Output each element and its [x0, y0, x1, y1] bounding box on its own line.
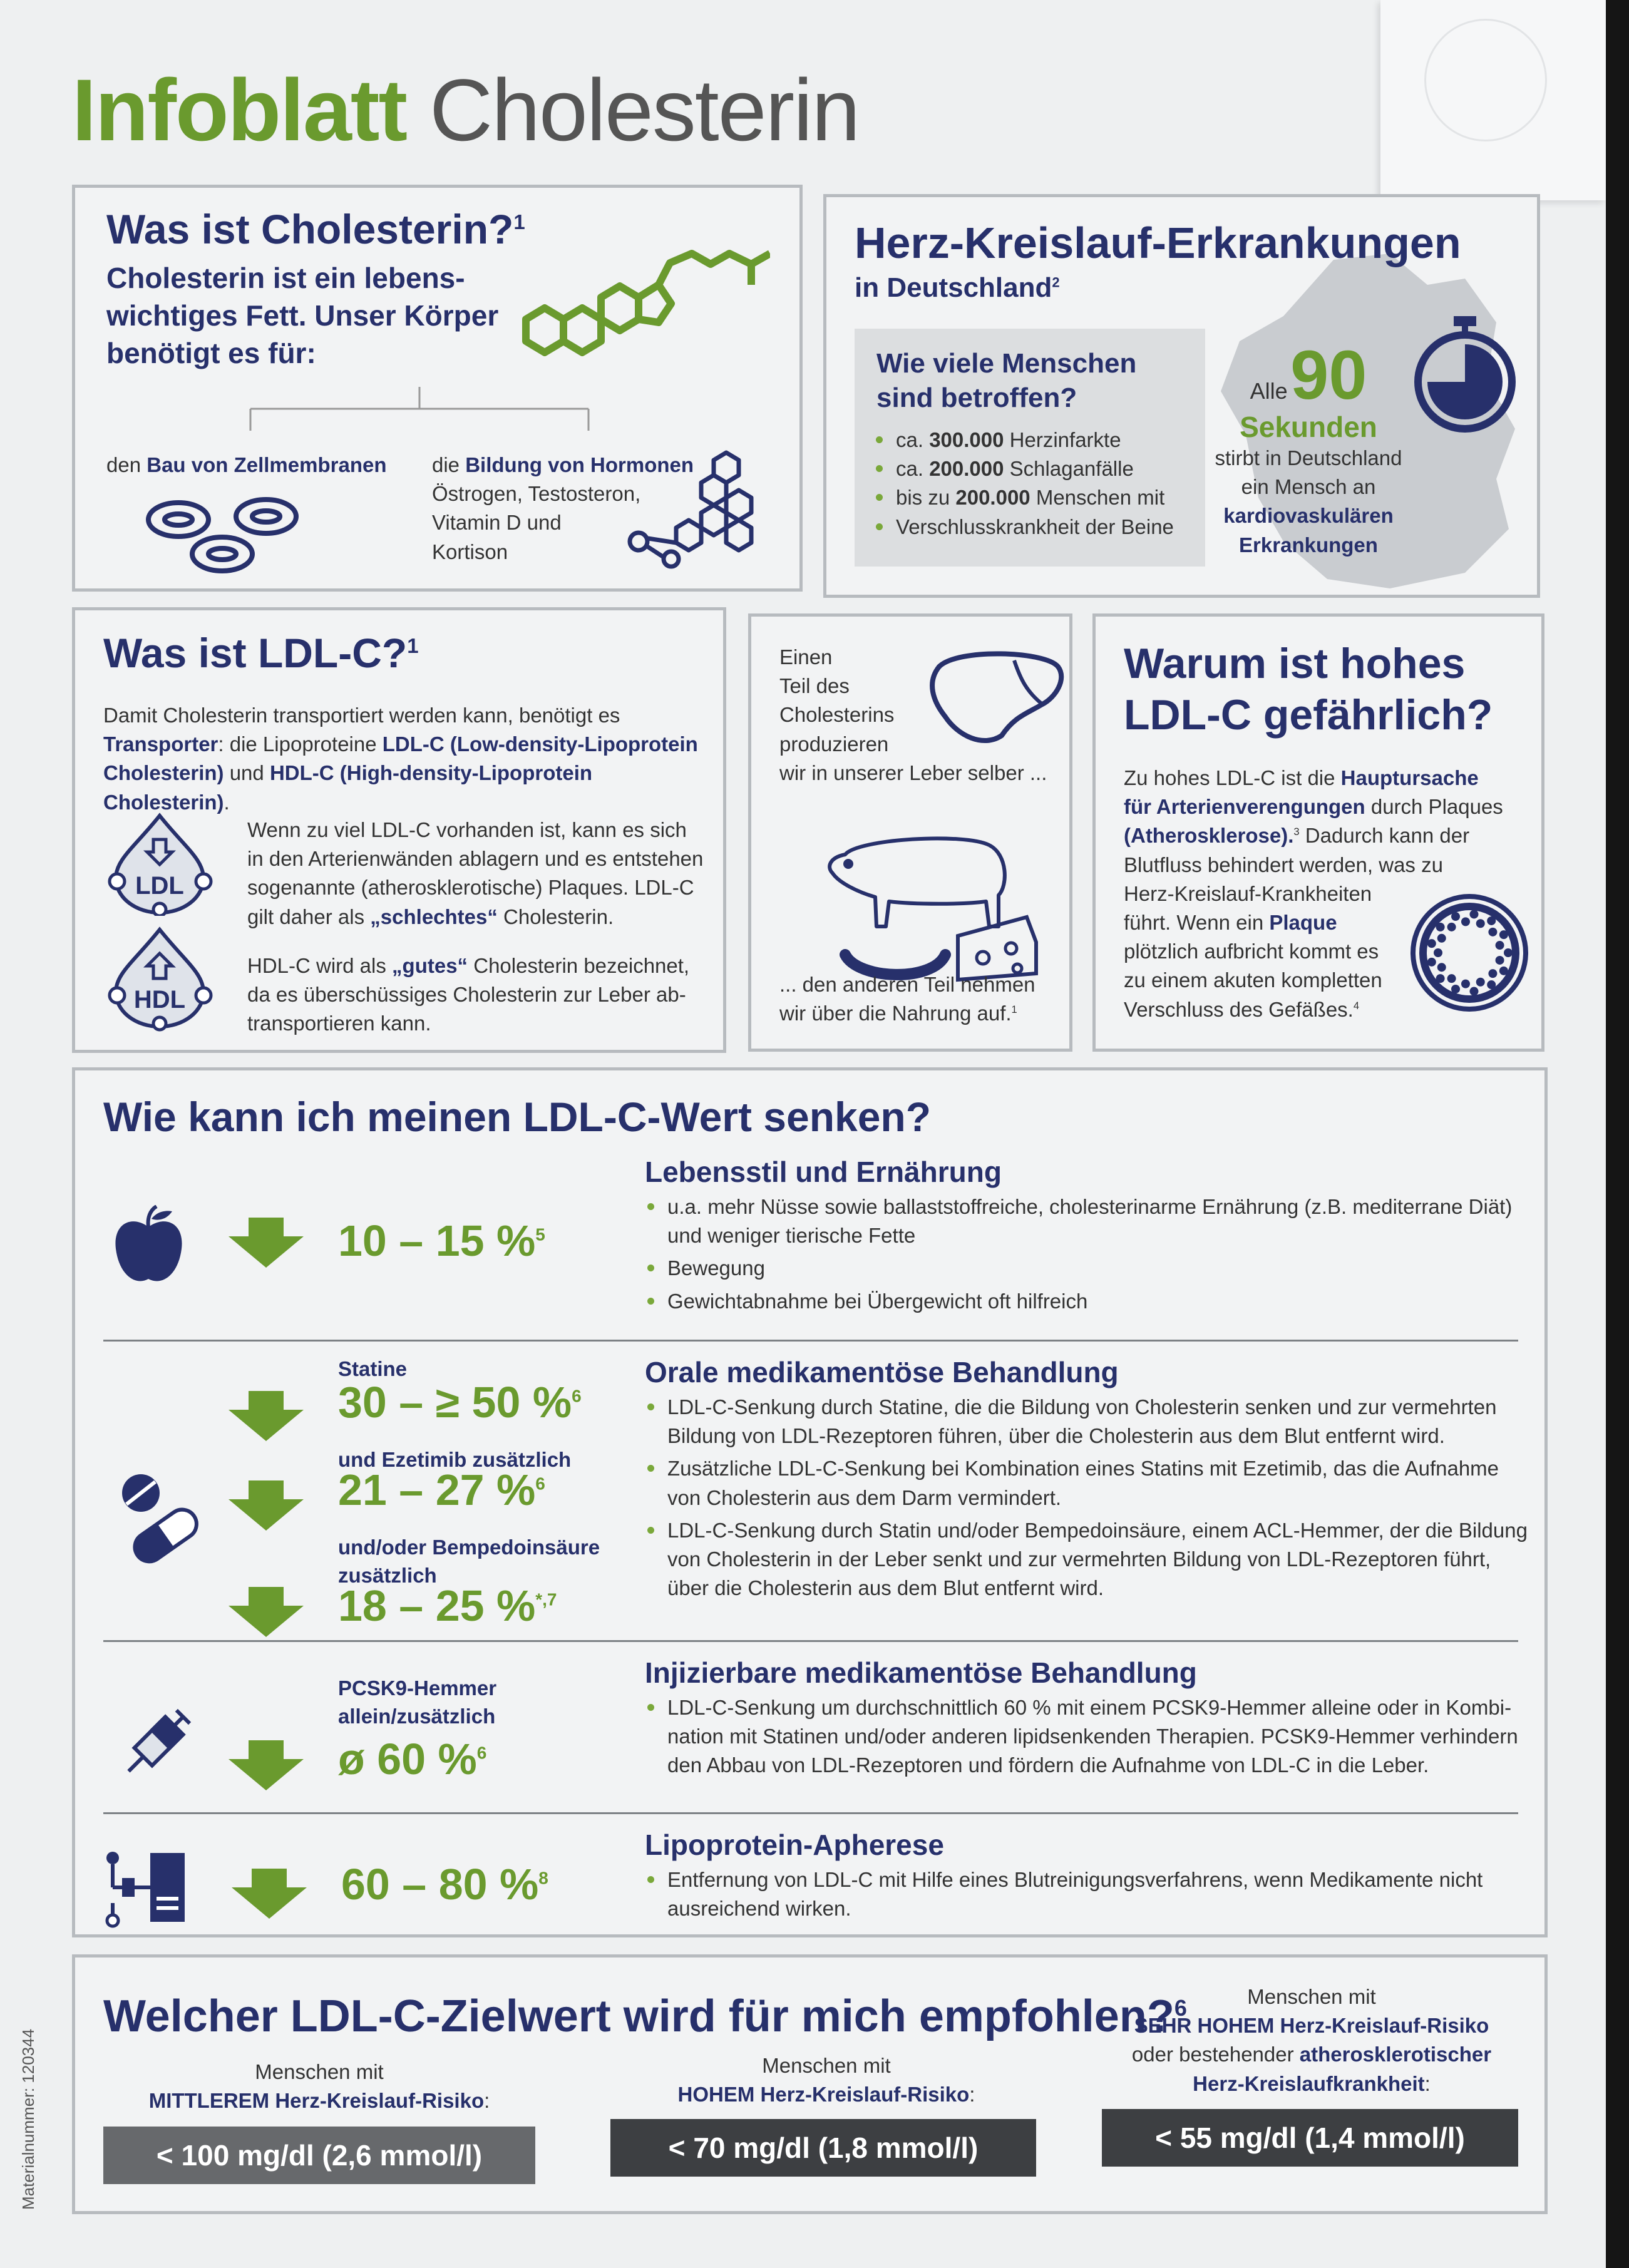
syringe-icon: [116, 1703, 197, 1784]
plaque-dot: [1447, 974, 1456, 983]
down-arrow-icon: [229, 1391, 304, 1441]
plaque-dot: [1469, 987, 1478, 996]
text-line: Cholesterin).: [103, 790, 230, 814]
liver-icon: [920, 642, 1064, 748]
row-divider: [103, 1340, 1518, 1342]
row-divider: [103, 1640, 1518, 1642]
plaque-dot: [1499, 930, 1508, 939]
box-leber-nahrung: [748, 613, 1072, 1052]
box-ldl-senken: [72, 1067, 1548, 1937]
text-line: Cholesterin) und HDL-C (High-density-Lipoprotein: [103, 761, 593, 785]
plaque-dot: [1476, 978, 1485, 987]
plaque-dot: [1427, 958, 1436, 967]
text-line: in den Arterienwänden ablagern und es entstehen: [247, 847, 704, 871]
apheresis-machine-icon: [103, 1847, 197, 1928]
bullets-oral: [645, 1393, 1528, 1606]
text-line: Transporter: die Lipoproteine LDL-C (Low-density-Lipoprotein: [103, 732, 698, 756]
use-zellmembranen: den Bau von Zellmembranen: [106, 453, 387, 476]
pct-pcsk9: ø 60 %$^6$: [338, 1735, 487, 1783]
text-line: Verschluss des Gefäßes.$^4$: [1124, 997, 1360, 1021]
label-statine: Statine: [338, 1357, 408, 1380]
text-line: Menschen mit: [762, 2054, 891, 2077]
text-line: gilt daher als „schlechtes“ Cholesterin.: [247, 905, 614, 928]
text-line: transportieren kann.: [247, 1012, 431, 1035]
title-part1: Infoblatt: [72, 61, 407, 159]
title-apherese: Lipoprotein-Apherese: [645, 1829, 944, 1861]
herz-bullet: bis zu 200.000 Menschen mit: [873, 483, 1174, 512]
herz-bullet: ca. 200.000 Schlaganfälle: [873, 454, 1174, 483]
ziel-label-hoch: [614, 2051, 1039, 2109]
page-title: [72, 59, 859, 161]
herz-question: Wie viele Menschen sind betroffen?: [876, 348, 1137, 413]
bullet-item: u.a. mehr Nüsse sowie ballaststoffreiche, cholesterinarme Ernährung (z.B. mediterrane Diät) und weniger tierische Fette: [645, 1193, 1512, 1250]
heading-zielwert: Welcher LDL-C-Zielwert wird für mich empfohlen?$^6$: [103, 1991, 1187, 2041]
plaque-dot: [1488, 969, 1497, 978]
ldl-particle-icon: [103, 809, 229, 916]
heading-was-ist-cholesterin: Was ist Cholesterin?$^1$: [106, 206, 525, 252]
text-line: da es überschüssiges Cholesterin zur Leber ab-: [247, 983, 686, 1007]
heading-senken: Wie kann ich meinen LDL-C-Wert senken?: [103, 1094, 932, 1140]
pig-icon: [820, 823, 1064, 986]
plaque-dot: [1504, 948, 1513, 957]
plaque-dot: [1461, 980, 1470, 988]
stopwatch-icon: [1412, 316, 1518, 435]
use-hormone: die Bildung von Hormonen Östrogen, Testosteron, Vitamin D und Kortison: [432, 453, 694, 563]
text-line: Zu hohes LDL-C ist die Hauptursache: [1124, 766, 1479, 789]
ldl-paragraph-2: [247, 816, 703, 931]
down-arrow-icon: [229, 1480, 304, 1531]
title-injizierbar: Injizierbare medikamentöse Behandlung: [645, 1656, 1197, 1689]
bullets-injizierbar: [645, 1693, 1518, 1784]
text-line: Menschen mit: [255, 2060, 384, 2083]
artery-plaque-icon: [1409, 892, 1531, 1014]
herz-stat: Alle 90 Sekunden stirbt in Deutschland ein Mensch an kardiovaskulären Erkrankungen: [1215, 337, 1402, 557]
box-herz-kreislauf: [823, 194, 1540, 598]
plaque-dot: [1437, 934, 1446, 943]
big-number: 90: [1290, 337, 1367, 414]
title-lebensstil: Lebensstil und Ernährung: [645, 1156, 1002, 1188]
herz-question-panel: [855, 329, 1205, 567]
text-line: SEHR HOHEM Herz-Kreislauf-Risiko: [1134, 2014, 1489, 2038]
text-line: MITTLEREM Herz-Kreislauf-Risiko:: [148, 2089, 490, 2113]
leber-text-bottom: ... den anderen Teil nehmen wir über die Nahrung auf.$^1$: [779, 973, 1035, 1025]
down-arrow-icon: [229, 1587, 304, 1637]
down-arrow-icon: [229, 1740, 304, 1790]
ziel-label-mittel: [103, 2058, 535, 2115]
pct-bempedoinsaeure: 18 – 25 %$^{*,7}$: [338, 1581, 557, 1630]
box-was-ist-ldl: [72, 607, 726, 1053]
herz-bullet: ca. 300.000 Herzinfarkte: [873, 426, 1174, 454]
plaque-dot: [1487, 980, 1496, 989]
text-line: für Arterienverengungen durch Plaques: [1124, 795, 1503, 819]
down-arrow-icon: [232, 1869, 307, 1919]
text-line: Wenn zu viel LDL-C vorhanden ist, kann es sich: [247, 818, 687, 841]
bullet-item: Gewichtabnahme bei Übergewicht oft hilfreich: [645, 1287, 1512, 1316]
plaque-dot: [1451, 985, 1460, 993]
plaque-dot: [1488, 928, 1497, 936]
folded-corner: [1380, 0, 1606, 200]
text-line: (Atherosklerose).$^3$ Dadurch kann der: [1124, 824, 1470, 848]
text-line: zu einem akuten kompletten: [1124, 968, 1382, 992]
heading-was-ist-ldl: Was ist LDL-C?$^1$: [103, 630, 419, 676]
bullets-apherese: [645, 1865, 1483, 1927]
plaque-dot: [1436, 974, 1445, 983]
svg-text:HDL: HDL: [133, 986, 186, 1013]
material-number: Materialnummer: 120344: [19, 2028, 38, 2210]
box-zielwert: [72, 1954, 1548, 2214]
plaque-dot: [1461, 917, 1470, 926]
pills-icon: [113, 1468, 200, 1568]
label-pcsk9: PCSK9-Hemmer allein/zusätzlich: [338, 1676, 497, 1728]
plaque-dot: [1436, 923, 1445, 931]
plaque-dot: [1434, 948, 1442, 957]
leber-text-top: Einen Teil des Cholesterins produzieren wir in unserer Leber selber ...: [779, 645, 1047, 784]
title-oral: Orale medikamentöse Behandlung: [645, 1356, 1119, 1388]
plaque-dot: [1496, 941, 1504, 950]
bullet-item: LDL-C-Senkung durch Statin und/oder Bempedoinsäure, einem ACL-Hemmer, der die Bildung von Cholesterin in der Leber senkt und zur vermehrten Bildung von LDL-Rezeptoren führt, über die Cholesterin aus dem Blut entfernt wird.: [645, 1516, 1528, 1603]
text-line: sogenannte (atherosklerotische) Plaques. LDL-C: [247, 876, 694, 900]
text-line: Blutfluss behindert werden, was zu: [1124, 853, 1443, 876]
plaque-dot: [1496, 956, 1504, 965]
plaque-dot: [1427, 939, 1436, 948]
branch-lines: [244, 387, 595, 431]
row-divider: [103, 1812, 1518, 1814]
herz-bullets: [873, 426, 1174, 541]
lead-text: Cholesterin ist ein lebens- wichtiges Fett. Unser Körper benötigt es für:: [106, 262, 499, 369]
text-line: plötzlich aufbricht kommt es: [1124, 940, 1379, 963]
ziel-value-hoch: < 70 mg/dl (1,8 mmol/l): [610, 2119, 1036, 2177]
dark-edge: [1606, 0, 1629, 2268]
text-line: HDL-C wird als „gutes“ Cholesterin bezeichnet,: [247, 954, 690, 977]
text-line: HOHEM Herz-Kreislauf-Risiko:: [677, 2083, 975, 2106]
text-line: führt. Wenn ein Plaque: [1124, 910, 1337, 934]
herz-bullet-continuation: Verschlusskrankheit der Beine: [873, 513, 1174, 541]
pct-ezetimib: 21 – 27 %$^6$: [338, 1465, 545, 1514]
hormone-molecule-icon: [620, 448, 776, 573]
pct-lebensstil: 10 – 15 %$^5$: [338, 1216, 545, 1265]
heading-herz-kreislauf: Herz-Kreislauf-Erkrankungen: [855, 218, 1461, 267]
label-ezetimib: und Ezetimib zusätzlich: [338, 1448, 572, 1471]
ziel-label-sehr-hoch: [1102, 1983, 1521, 2098]
ldl-paragraph-3: [247, 952, 689, 1039]
bullet-item: LDL-C-Senkung durch Statine, die die Bildung von Cholesterin senken und zur vermehrten Bildung von LDL-Rezeptoren führen, über die Cholesterin aus dem Blut entfernt wird.: [645, 1393, 1528, 1450]
plaque-dot: [1476, 919, 1485, 928]
heading-warum: Warum ist hohes LDL-C gefährlich?: [1124, 640, 1493, 739]
bullet-item: Bewegung: [645, 1254, 1512, 1283]
text-line: Herz-Kreislauf-Krankheiten: [1124, 881, 1372, 905]
ldl-paragraph-1: [103, 701, 698, 817]
plaque-dot: [1487, 916, 1496, 925]
ziel-value-mittel: < 100 mg/dl (2,6 mmol/l): [103, 2127, 535, 2184]
bullet-item: LDL-C-Senkung um durchschnittlich 60 % mit einem PCSK9-Hemmer alleine oder in Kombi- nation mit Statinen und/oder anderen lipidsenkenden Therapien. PCSK9-Hemmer verhindern den Abbau von LDL-Rezeptoren und fördern die Aufnahme von LDL-C in die Leber.: [645, 1693, 1518, 1780]
pct-apherese: 60 – 80 %$^8$: [341, 1860, 548, 1909]
cell-membrane-icon: [144, 488, 307, 576]
box-warum-gefaehrlich: [1092, 613, 1544, 1052]
bullets-lebensstil: [645, 1193, 1512, 1320]
hdl-particle-icon: [103, 923, 229, 1033]
text-line: oder bestehender atherosklerotischer: [1131, 2043, 1492, 2066]
herz-subheading: in Deutschland$^2$: [855, 272, 1060, 303]
plaque-dot: [1447, 923, 1456, 931]
text-line: Damit Cholesterin transportiert werden kann, benötigt es: [103, 704, 620, 727]
bullet-item: Zusätzliche LDL-C-Senkung bei Kombination eines Statins mit Ezetimib, das die Aufnahme von Cholesterin aus dem Darm vermindert.: [645, 1454, 1528, 1512]
apple-icon: [113, 1205, 185, 1286]
plaque-dot: [1469, 910, 1478, 918]
label-bempedoinsaeure: und/oder Bempedoinsäure zusätzlich: [338, 1536, 600, 1587]
box-was-ist-cholesterin: [72, 185, 803, 592]
plaque-dot: [1451, 912, 1460, 921]
down-arrow-icon: [229, 1218, 304, 1268]
svg-text:LDL: LDL: [135, 872, 184, 900]
title-part2: Cholesterin: [429, 61, 860, 159]
bullet-item: Entfernung von LDL-C mit Hilfe eines Blutreinigungsverfahrens, wenn Medikamente nicht ausreichend wirken.: [645, 1865, 1483, 1923]
text-line: Menschen mit: [1247, 1985, 1376, 2008]
text-line: Herz-Kreislaufkrankheit:: [1193, 2071, 1431, 2095]
pct-statine: 30 – ≥ 50 %$^6$: [338, 1378, 582, 1427]
plaque-dot: [1437, 963, 1446, 972]
plaque-dot: [1499, 967, 1508, 975]
ziel-value-sehr-hoch: < 55 mg/dl (1,4 mmol/l): [1102, 2109, 1518, 2167]
cholesterol-molecule-icon: [501, 225, 770, 363]
